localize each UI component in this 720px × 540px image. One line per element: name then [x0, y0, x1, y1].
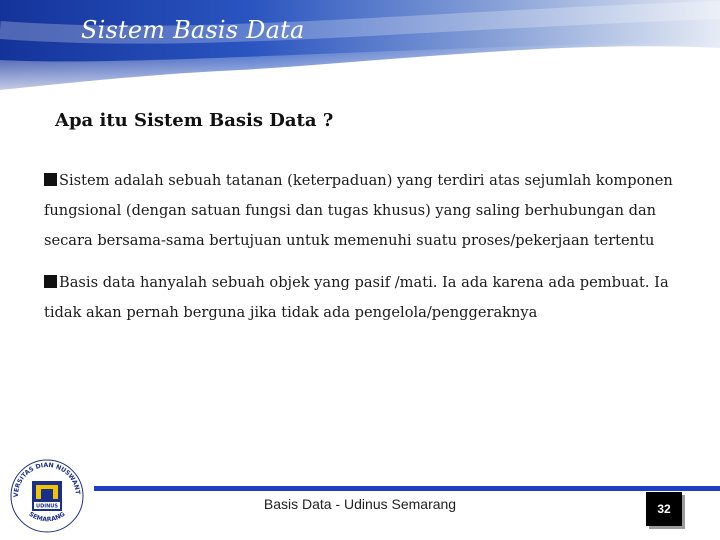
udinus-logo-icon: [6, 452, 88, 534]
section-heading: Apa itu Sistem Basis Data ?: [55, 110, 334, 131]
header-background: [0, 0, 720, 100]
square-bullet-icon: [44, 173, 57, 186]
footer-divider: [94, 486, 720, 491]
square-bullet-icon: [44, 275, 57, 288]
university-logo: [6, 452, 88, 534]
bullet-text: Sistem adalah sebuah tatanan (keterpaduan) yang terdiri atas sejumlah komponen fungsional (dengan satuan fungsi dan tugas khusus) yang saling berhubungan dan secara bersama-sama bertujuan untuk memenuhi suatu proses/pekerjaan tertentu: [44, 172, 673, 249]
footer-text: Basis Data - Udinus Semarang: [263, 496, 457, 512]
bullet-item: [44, 166, 694, 256]
logo-top-text: VERSITAS DIAN NUSWANT: [12, 461, 82, 498]
header-band: [0, 0, 720, 100]
bullet-text: Basis data hanyalah sebuah objek yang pasif /mati. Ia ada karena ada pembuat. Ia tidak akan pernah berguna jika tidak ada pengelola/penggeraknya: [44, 274, 669, 321]
page-number-badge: 32: [646, 492, 682, 526]
logo-bottom-text: SEMARANG: [27, 510, 67, 524]
logo-inner-text: UDINUS: [36, 503, 58, 510]
bullet-item: [44, 268, 694, 328]
slide-title: Sistem Basis Data: [81, 16, 305, 44]
